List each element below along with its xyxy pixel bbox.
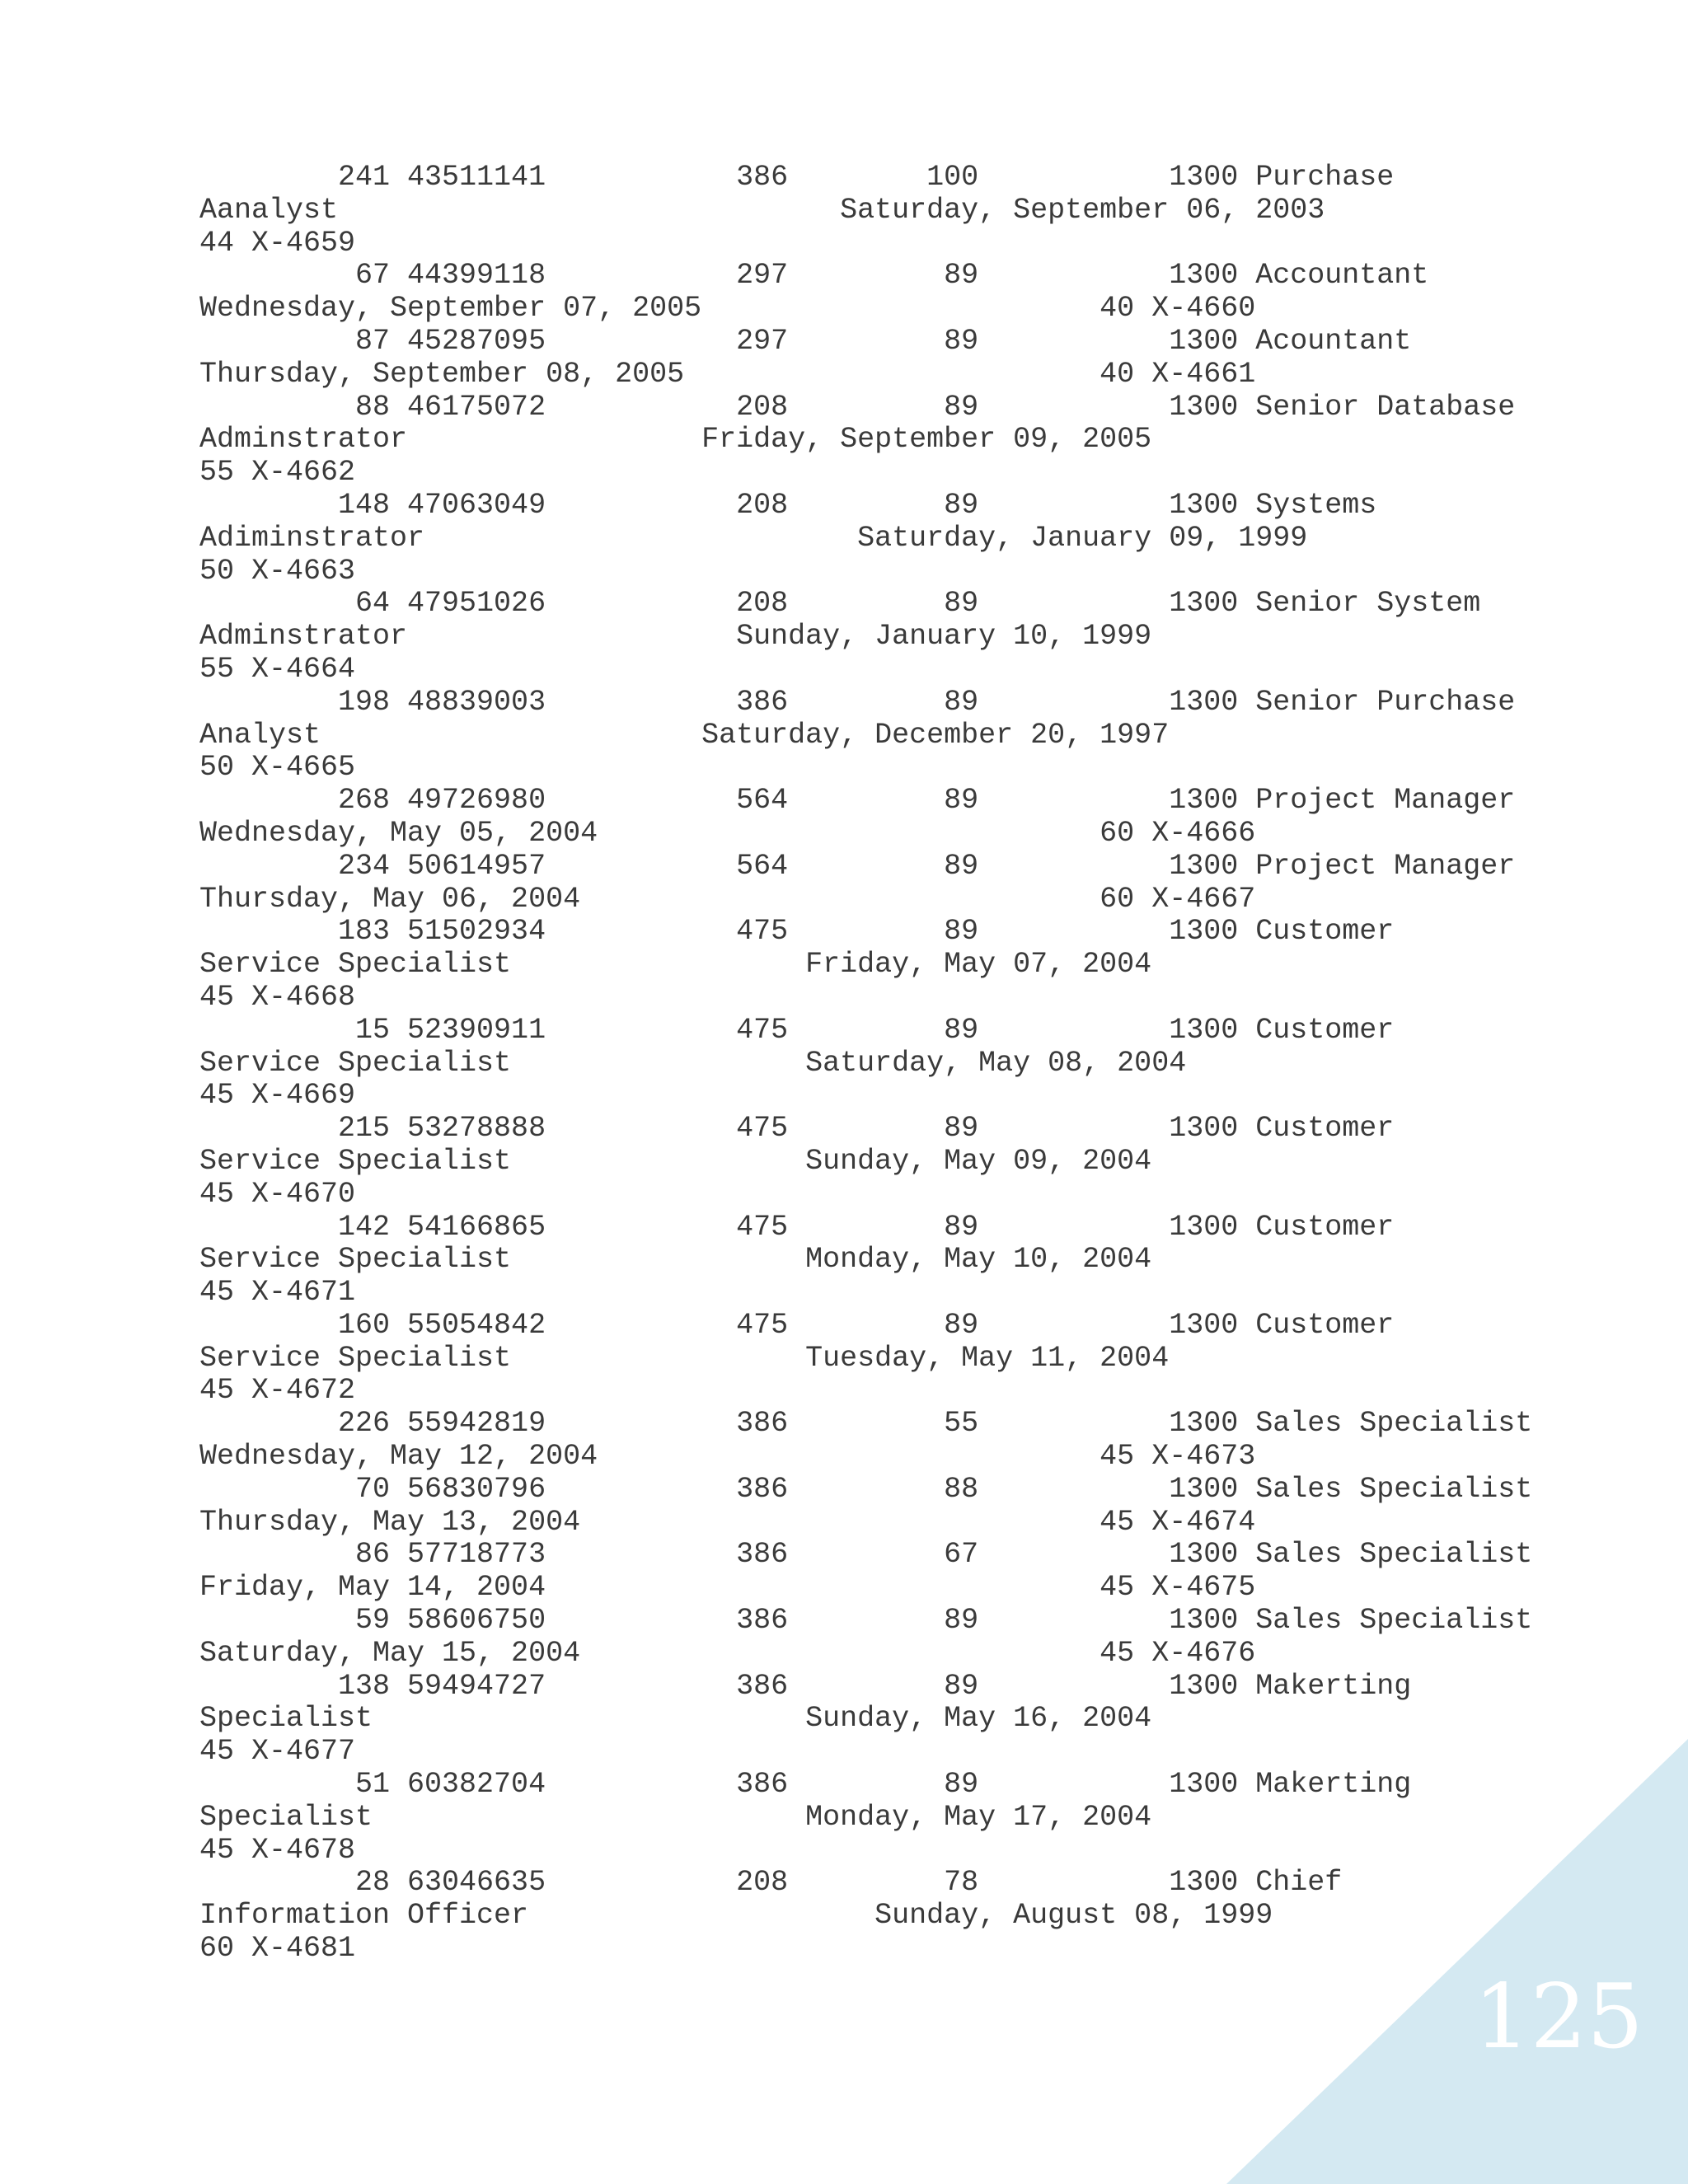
listing-line: 88 46175072 208 89 1300 Senior Database [199,390,1516,424]
listing-line: 45 X-4668 [199,980,356,1014]
listing-line: 59 58606750 386 89 1300 Sales Specialist [199,1604,1533,1638]
listing-line: 45 X-4672 [199,1374,356,1408]
listing-line: 87 45287095 297 89 1300 Acountant [199,324,1412,358]
listing-line: Wednesday, May 12, 2004 45 X-4673 [199,1440,1256,1474]
listing-line: Specialist Sunday, May 16, 2004 [199,1702,1152,1736]
listing-line: Thursday, September 08, 2005 40 X-4661 [199,357,1256,391]
listing-line: 142 54166865 475 89 1300 Customer [199,1210,1395,1244]
listing-line: Saturday, May 15, 2004 45 X-4676 [199,1636,1256,1670]
listing-line: Service Specialist Tuesday, May 11, 2004 [199,1341,1170,1375]
listing-line: 45 X-4678 [199,1833,356,1867]
listing-line: Service Specialist Friday, May 07, 2004 [199,948,1152,982]
listing-line: 45 X-4669 [199,1079,356,1113]
listing-line: 64 47951026 208 89 1300 Senior System [199,587,1481,621]
listing-line: 138 59494727 386 89 1300 Makerting [199,1669,1412,1703]
listing-line: 60 X-4681 [199,1932,356,1966]
listing-line: 226 55942819 386 55 1300 Sales Specialist [199,1407,1533,1441]
listing-line: 241 43511141 386 100 1300 Purchase [199,161,1395,194]
listing-line: 160 55054842 475 89 1300 Customer [199,1308,1395,1342]
listing-line: 86 57718773 386 67 1300 Sales Specialist [199,1538,1533,1572]
listing-line: 215 53278888 475 89 1300 Customer [199,1112,1395,1146]
listing-line: 50 X-4665 [199,751,356,785]
listing-line: 45 X-4671 [199,1276,356,1310]
listing-line: Specialist Monday, May 17, 2004 [199,1800,1152,1834]
listing-line: 55 X-4664 [199,652,356,686]
listing-line: 51 60382704 386 89 1300 Makerting [199,1768,1412,1802]
listing-line: Service Specialist Saturday, May 08, 2004 [199,1046,1187,1080]
listing-line: Adminstrator Sunday, January 10, 1999 [199,620,1152,654]
listing-line: Thursday, May 06, 2004 60 X-4667 [199,882,1256,916]
listing-line: Service Specialist Monday, May 10, 2004 [199,1243,1152,1277]
listing-line: 183 51502934 475 89 1300 Customer [199,915,1395,949]
listing-line: Adiminstrator Saturday, January 09, 1999 [199,521,1308,555]
listing-line: Information Officer Sunday, August 08, 1999 [199,1899,1273,1933]
listing-line: Adminstrator Friday, September 09, 2005 [199,423,1152,457]
listing-line: 198 48839003 386 89 1300 Senior Purchase [199,685,1516,719]
listing-line: 15 52390911 475 89 1300 Customer [199,1013,1395,1047]
listing-line: 45 X-4677 [199,1735,356,1769]
listing-line: 44 X-4659 [199,226,356,260]
listing-line: Analyst Saturday, December 20, 1997 [199,718,1170,752]
listing-line: 55 X-4662 [199,456,356,490]
listing-line: Service Specialist Sunday, May 09, 2004 [199,1144,1152,1178]
listing-line: 45 X-4670 [199,1177,356,1211]
record-listing [199,162,1532,1966]
listing-line: Thursday, May 13, 2004 45 X-4674 [199,1505,1256,1539]
listing-line: 234 50614957 564 89 1300 Project Manager [199,849,1516,883]
listing-line: 70 56830796 386 88 1300 Sales Specialist [199,1472,1533,1506]
listing-line: 67 44399118 297 89 1300 Accountant [199,259,1429,293]
page-number: 125 [1473,1966,1643,2069]
listing-line: Wednesday, September 07, 2005 40 X-4660 [199,292,1256,326]
listing-line: Wednesday, May 05, 2004 60 X-4666 [199,816,1256,850]
listing-line: 268 49726980 564 89 1300 Project Manager [199,784,1516,818]
listing-line: Friday, May 14, 2004 45 X-4675 [199,1571,1256,1605]
listing-line: 148 47063049 208 89 1300 Systems [199,488,1377,522]
listing-line: 50 X-4663 [199,554,356,588]
listing-line: 28 63046635 208 78 1300 Chief [199,1866,1343,1900]
listing-line: Aanalyst Saturday, September 06, 2003 [199,193,1325,227]
